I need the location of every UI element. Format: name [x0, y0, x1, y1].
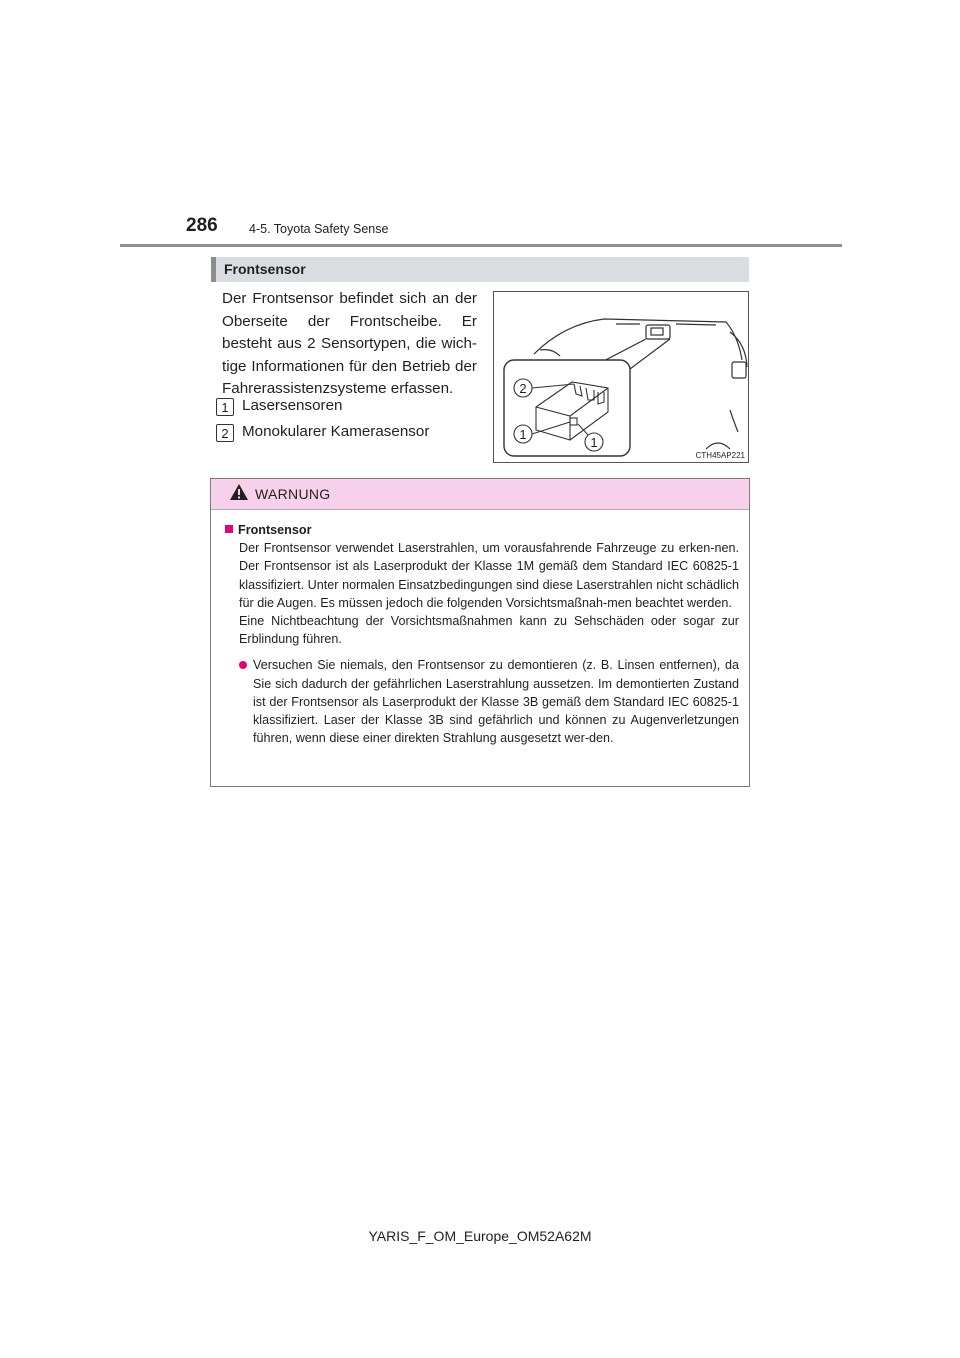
section-title: 4-5. Toyota Safety Sense [249, 222, 389, 236]
header-rule [120, 244, 842, 247]
section-heading: Frontsensor [224, 261, 306, 277]
heading-accent [211, 257, 216, 282]
warning-bullet-text: Versuchen Sie niemals, den Frontsensor zu demontieren (z. B. Linsen entfernen), da Sie sich dadurch der gefährlichen Laserstrahlung aussetzen. Im demontierten Zustand ist der Frontsensor als Laserprodukt der Klasse 3B gemäß dem Standard IEC 60825-1 klassifiziert. Laser der Klasse 3B sind gefährlich und können zu Augenverletzungen führen, wenn diese einer direkten Strahlung ausgesetzt wer-den. [253, 658, 739, 746]
callout-1a: 1 [519, 427, 527, 442]
page-number: 286 [186, 215, 218, 236]
number-badge: 2 [216, 424, 234, 442]
windshield-sensor-drawing [494, 292, 748, 462]
warning-paragraph: Eine Nichtbeachtung der Vorsichtsmaßnahmen kann zu Sehschäden oder sogar zur Erblindung führen. [239, 614, 739, 647]
item-label: Monokularer Kamerasensor [242, 423, 430, 440]
warning-header [211, 479, 749, 510]
warning-subtitle: Frontsensor [238, 523, 312, 537]
footer: YARIS_F_OM_Europe_OM52A62M [368, 1228, 592, 1244]
warning-label: WARNUNG [255, 486, 331, 502]
list-item [216, 396, 486, 422]
callout-2: 2 [519, 381, 527, 396]
warning-paragraph: Der Frontsensor verwendet Laserstrahlen, um vorausfahrende Fahrzeuge zu erken-nen. Der Frontsensor ist als Laserprodukt der Klasse 1M gemäß dem Standard IEC 60825-1 klassifiziert. Unter normalen Einsatzbedingungen sind diese Laserstrahlen nicht schädlich für die Augen. Es müssen jedoch die folgenden Vorsichtsmaßnah-men beachtet werden. [239, 541, 739, 610]
sensor-illustration [493, 291, 749, 463]
warning-triangle-icon [229, 483, 249, 501]
number-badge: 1 [216, 398, 234, 416]
warning-bullet [239, 656, 739, 747]
warning-box [210, 478, 750, 787]
round-bullet-icon [239, 661, 247, 669]
warning-subtitle-row [225, 521, 739, 539]
callout-1b: 1 [590, 435, 598, 450]
square-bullet-icon [225, 525, 233, 533]
section-heading-bar [211, 257, 749, 282]
warning-body [225, 521, 739, 747]
item-label: Lasersensoren [242, 397, 343, 414]
figure-code: CTH45AP221 [695, 451, 745, 460]
list-item [216, 422, 486, 448]
intro-paragraph: Der Frontsensor befindet sich an der Oberseite der Frontscheibe. Er besteht aus 2 Sensortypen, die wich-tige Informationen für den Betrieb der Fahrerassistenzsysteme erfassen. [222, 290, 477, 397]
numbered-list [216, 396, 486, 448]
